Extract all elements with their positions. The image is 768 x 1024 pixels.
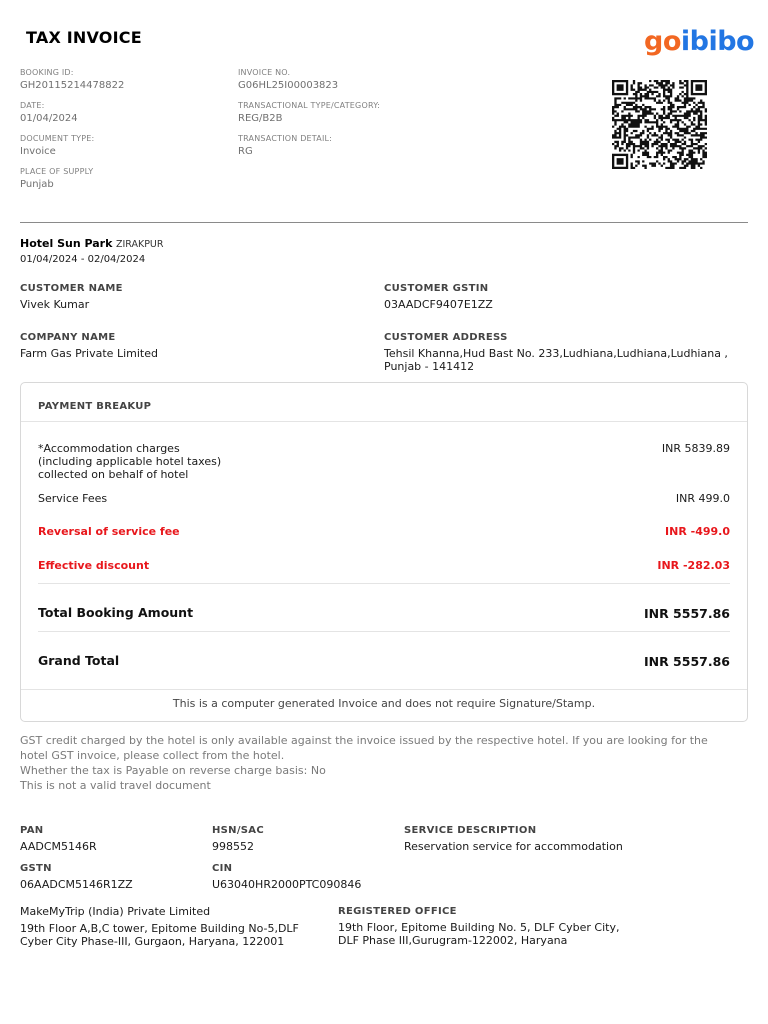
registered-office-block [338, 905, 619, 947]
accommodation-label: *Accommodation charges (including applicable hotel taxes) collected on behalf of hotel [38, 442, 222, 481]
transaction-type-field [238, 101, 380, 125]
registered-office-label: REGISTERED OFFICE [338, 906, 457, 917]
not-travel-document-note: This is not a valid travel document [20, 779, 211, 792]
document-type-value: Invoice [20, 146, 56, 157]
company-address-line1: 19th Floor A,B,C tower, Epitome Building No-5,DLF [20, 922, 299, 935]
place-of-supply-field [20, 167, 124, 191]
service-fees-label: Service Fees [38, 492, 108, 505]
company-name-field [20, 331, 158, 360]
registered-office-line2: DLF Phase III,Gurugram-122002, Haryana [338, 934, 568, 947]
place-of-supply-label: PLACE OF SUPPLY [20, 167, 94, 176]
gst-note-line2: hotel GST invoice, please collect from the hotel. [20, 749, 285, 762]
customer-gstin-label: CUSTOMER GSTIN [384, 283, 489, 294]
date-value: 01/04/2024 [20, 113, 78, 124]
transaction-type-value: REG/B2B [238, 113, 283, 124]
pan-label: PAN [20, 825, 44, 836]
meta-left-column [20, 68, 124, 200]
document-type-label: DOCUMENT TYPE: [20, 134, 95, 143]
qr-code-image [612, 80, 707, 169]
cin-label: CIN [212, 863, 233, 874]
service-description-field [404, 824, 623, 853]
reversal-label: Reversal of service fee [38, 525, 180, 538]
customer-name-value: Vivek Kumar [20, 298, 90, 311]
place-of-supply-value: Punjab [20, 179, 54, 190]
breakup-divider [38, 583, 730, 584]
hotel-name: Hotel Sun Park [20, 237, 113, 250]
transaction-detail-label: TRANSACTION DETAIL: [238, 134, 333, 143]
grand-total-amount: INR 5557.86 [643, 654, 730, 669]
registered-office-line1: 19th Floor, Epitome Building No. 5, DLF Cyber City, [338, 921, 620, 934]
company-address-block [20, 905, 299, 948]
payment-breakup-heading: PAYMENT BREAKUP [38, 401, 152, 412]
cin-value: U63040HR2000PTC090846 [212, 878, 362, 891]
total-booking-amount: INR 5557.86 [643, 606, 730, 621]
total-divider [38, 631, 730, 632]
booking-id-field [20, 68, 124, 92]
gstn-label: GSTN [20, 863, 52, 874]
gst-notes [20, 733, 748, 793]
payment-breakup-card [20, 382, 748, 722]
customer-address-line2: Punjab - 141412 [384, 360, 475, 373]
hotel-city: ZIRAKPUR [115, 239, 164, 250]
discount-amount: INR -282.03 [657, 559, 730, 572]
gst-note-line1: GST credit charged by the hotel is only available against the invoice issued by the respective hotel. If you are looking for the [20, 734, 708, 747]
invoice-no-field [238, 68, 380, 92]
customer-gstin-value: 03AADCF9407E1ZZ [384, 298, 493, 311]
booking-id-value: GH20115214478822 [20, 80, 125, 91]
transaction-detail-value: RG [238, 146, 253, 157]
invoice-no-value: G06HL25I00003823 [238, 80, 339, 91]
date-field [20, 101, 124, 125]
gstn-value: 06AADCM5146R1ZZ [20, 878, 133, 891]
service-description-label: SERVICE DESCRIPTION [404, 825, 537, 836]
date-label: DATE: [20, 101, 45, 110]
gstn-field [20, 862, 133, 891]
goibibo-logo: goibibo [644, 26, 755, 57]
document-type-field [20, 134, 124, 158]
customer-address-field [384, 331, 728, 373]
discount-label: Effective discount [38, 559, 150, 572]
company-address-line2: Cyber City Phase-III, Gurgaon, Haryana, 122001 [20, 935, 285, 948]
hsn-field [212, 824, 264, 853]
company-name-label: COMPANY NAME [20, 332, 116, 343]
pan-value: AADCM5146R [20, 840, 97, 853]
transaction-detail-field [238, 134, 380, 158]
booking-id-label: BOOKING ID: [20, 68, 74, 77]
grand-total-divider [21, 689, 747, 690]
meta-right-column [238, 68, 380, 167]
pan-field [20, 824, 97, 853]
stay-dates: 01/04/2024 - 02/04/2024 [20, 254, 146, 265]
accommodation-amount: INR 5839.89 [661, 442, 730, 455]
hsn-value: 998552 [212, 840, 254, 853]
page-title: TAX INVOICE [26, 28, 142, 47]
grand-total-label: Grand Total [38, 653, 120, 668]
customer-address-line1: Tehsil Khanna,Hud Bast No. 233,Ludhiana,Ludhiana,Ludhiana , [384, 347, 728, 360]
card-header-divider [21, 421, 747, 422]
reverse-charge-note: Whether the tax is Payable on reverse charge basis: No [20, 764, 326, 777]
company-name-value: Farm Gas Private Limited [20, 347, 158, 360]
header-divider [20, 222, 748, 223]
reversal-amount: INR -499.0 [665, 525, 730, 538]
hotel-info [20, 236, 163, 267]
service-fees-amount: INR 499.0 [675, 492, 730, 505]
company-legal-name: MakeMyTrip (India) Private Limited [20, 905, 211, 918]
hsn-label: HSN/SAC [212, 825, 264, 836]
customer-name-label: CUSTOMER NAME [20, 283, 123, 294]
customer-address-label: CUSTOMER ADDRESS [384, 332, 508, 343]
service-description-value: Reservation service for accommodation [404, 840, 623, 853]
customer-gstin-field [384, 282, 493, 311]
computer-generated-note: This is a computer generated Invoice and does not require Signature/Stamp. [172, 697, 596, 710]
invoice-no-label: INVOICE NO. [238, 68, 291, 77]
cin-field [212, 862, 361, 891]
transaction-type-label: TRANSACTIONAL TYPE/CATEGORY: [238, 101, 381, 110]
total-booking-label: Total Booking Amount [38, 605, 194, 620]
customer-name-field [20, 282, 123, 311]
